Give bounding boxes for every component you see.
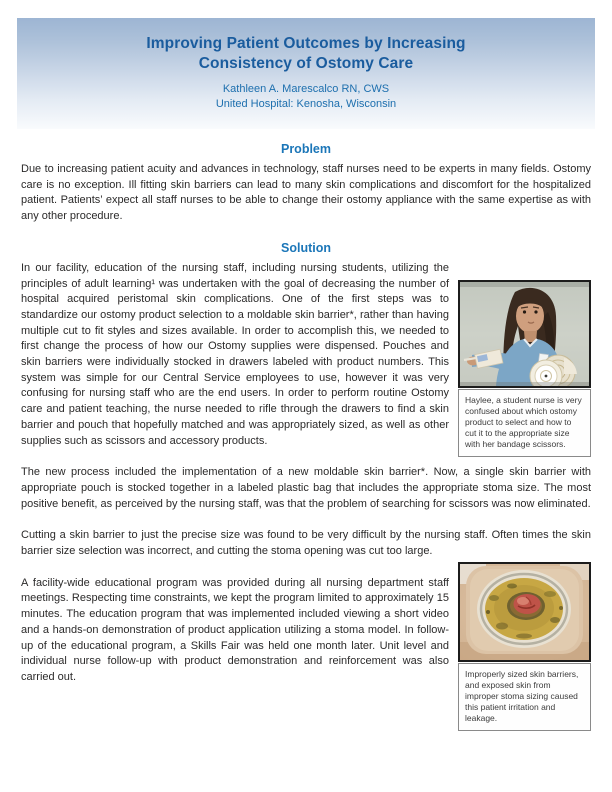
byline (17, 82, 595, 112)
problem-heading: Problem (280, 142, 331, 156)
solution-paragraph2: The new process included the implementation of a new moldable skin barrier*. Now, a single skin barrier with appropriate pouch is stocked together in a labeled plastic bag that includes the appropriate stoma size. The most positive benefit, as perceived by the nursing staff, was that the problem of searching for scissors was now eliminated. (21, 466, 591, 510)
poster-title-line1: Improving Patient Outcomes by Increasing (146, 35, 466, 52)
header-band (17, 18, 595, 129)
figure2-caption: Improperly sized skin barriers, and exposed skin from improper stoma sizing caused this patient irritation and leakage. (458, 663, 591, 731)
solution-paragraph1: In our facility, education of the nursing staff, including nursing students, utilizing the principles of adult learning¹ was undertaken with the goal of decreasing the number of hospital acquired peristomal skin complications. One of the first steps was to standardize our ostomy product selection to a moldable skin barrier*, rather than having multiple cut to fit styles and sizes available. In order to accomplish this, we needed to first change the process of how our Ostomy supplies were dispensed. Pouches and skin barriers were individually stocked in drawers labeled with product numbers. This system was simple for our Central Service employees to use, however it was very confusing for nursing staff who are the end users. In order to perform routine Ostomy care and patient teaching, the nurse needed to rifle through the drawers to find a skin barrier and pouch that hopefully matched and was appropriately sized, as well as other supplies such as scissors and accessory products. (21, 261, 449, 447)
figure1-caption: Haylee, a student nurse is very confused about which ostomy product to select and how to cut it to the appropriate size with her bandage scissors. (458, 389, 591, 457)
content-column (21, 142, 591, 723)
figure-nurse (458, 280, 591, 457)
solution-paragraph4-wrap (21, 576, 591, 723)
author-name: Kathleen A. Marescalco RN, CWS (222, 83, 390, 95)
figure-stoma (458, 562, 591, 731)
author-affiliation: United Hospital: Kenosha, Wisconsin (215, 98, 397, 110)
solution-heading: Solution (281, 240, 331, 255)
stoma-photo (458, 562, 591, 662)
poster-title (17, 18, 595, 74)
nurse-photo (458, 280, 591, 388)
solution-paragraph1-wrap (21, 261, 591, 449)
poster-title-line2: Consistency of Ostomy Care (198, 55, 414, 72)
problem-paragraph: Due to increasing patient acuity and advances in technology, staff nurses need to be experts in many fields. Ostomy care is no exception. Ill fitting skin barriers can lead to many skin complications and discomfort for the hospitalized patient. Patients’ expect all staff nurses to be able to change their ostomy appliance with the same expertise as with any other procedure. (21, 163, 591, 223)
solution-paragraph3: Cutting a skin barrier to just the precise size was found to be very difficult by the nursing staff. Often times the skin barrier size selection was incorrect, and cutting the stoma opening was cut too large. (21, 529, 591, 558)
solution-paragraph4: A facility-wide educational program was provided during all nursing department staff meetings. Respecting time constraints, we kept the program limited to approximately 15 minutes. The education program that was implemented included viewing a short video and a hands-on demonstration of product application utilizing a stoma model. In follow-up of the educational program, a Skills Fair was held one month later. Unit level and individual nurse follow-up with product demonstration and reinforcement was also carried out. (21, 576, 449, 683)
